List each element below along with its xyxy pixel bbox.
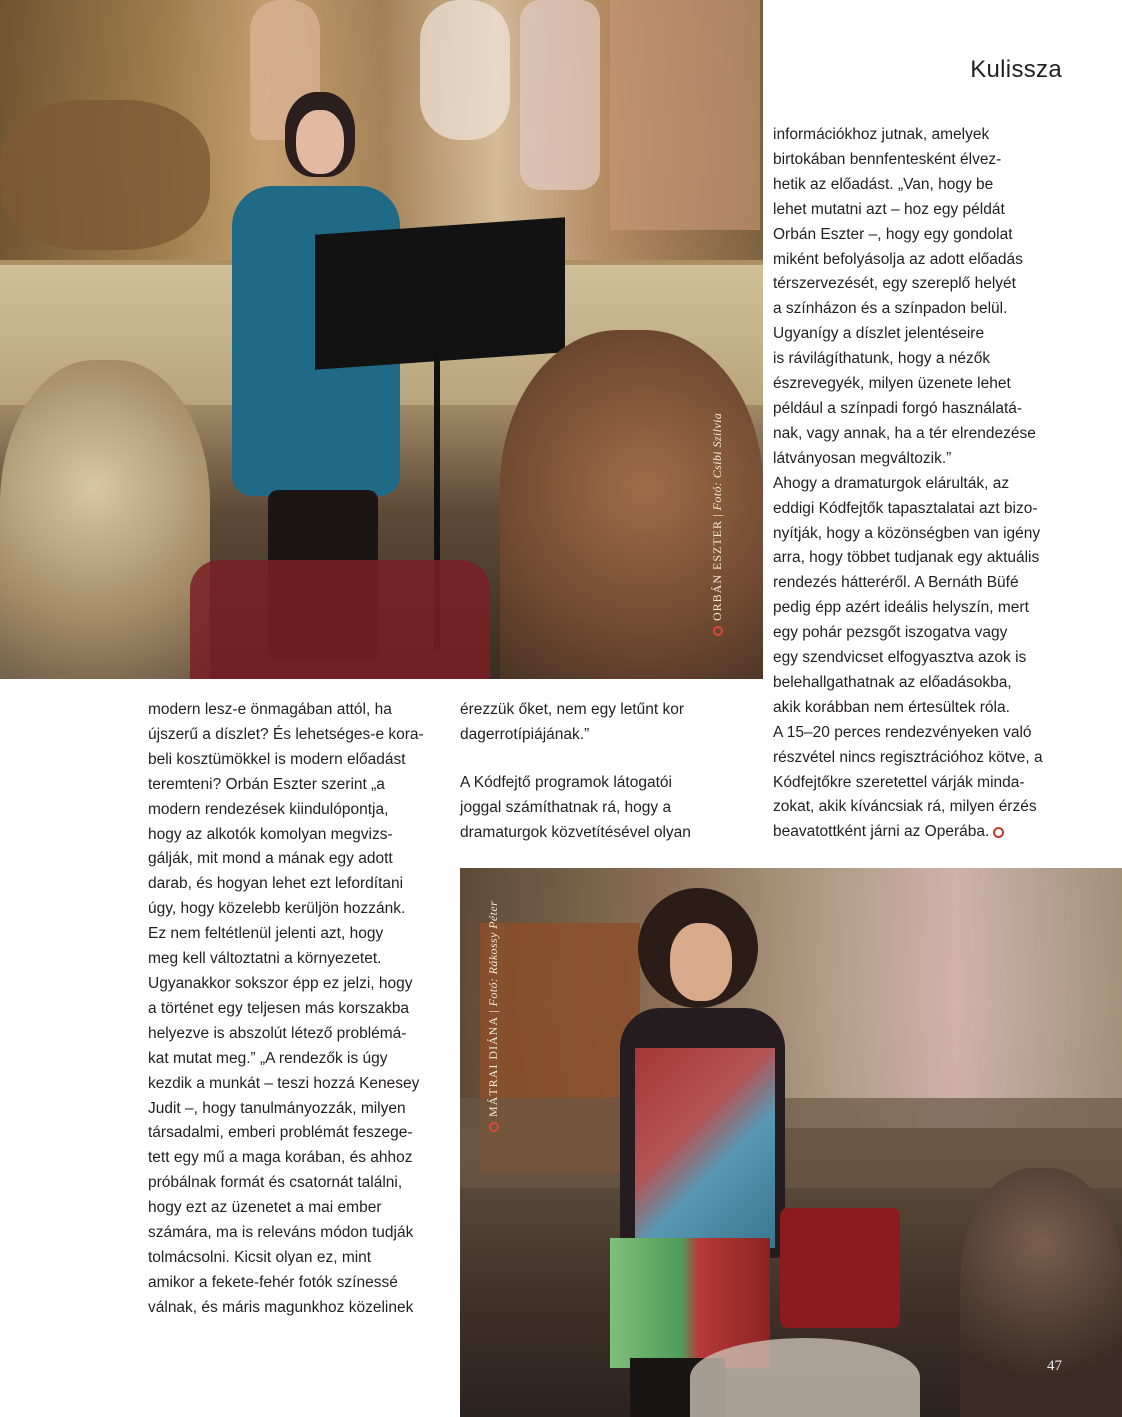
article-column-left bbox=[148, 698, 448, 1321]
paragraph-text: információkhoz jutnak, amelyek birtokában bennfentesként élvez- hetik az előadást. „Van, hogy be lehet mutatni azt – hoz egy példát Orbán Eszter –, hogy egy gondolat miként befolyásolja az adott előadás térszervezését, egy szereplő helyét a színházon és a színpadon belül. Ugyanígy a díszlet jelentéseire is rávilágíthatunk, hogy a nézők észrevegyék, milyen üzenete lehet például a színpadi forgó használatá- nak, vagy annak, ha a tér elrendezése látványosan megváltozik.” Ahogy a dramaturgok elárulták, az eddigi Kódfejtők tapasztalatai azt bizo- nyítják, hogy a közönségben van igény arra, hogy többet tudjanak egy aktuális rendezés hátteréről. A Bernáth Büfé pedig épp azért ideális helyszín, mert egy pohár pezsgőt iszogatva vagy egy szendvicset elfogyasztva azok is belehallgathatnak az előadásokba, akik korábban nem értesültek róla. A 15–20 perces rendezvényeken való részvétel nincs regisztrációhoz kötve, a Kódfejtőkre szeretettel várják minda- zokat, akik kíváncsiak rá, milyen érzés beavatottként járni az Operába. bbox=[773, 126, 1043, 841]
photo-caption-top bbox=[710, 413, 725, 636]
caption-separator: | bbox=[710, 513, 724, 517]
end-mark-icon bbox=[993, 827, 1004, 838]
paragraph: A Kódfejtő programok látogatói joggal számíthatnak rá, hogy a dramaturgok közvetítésével olyan bbox=[460, 773, 691, 841]
caption-credit: Fotó: Csibi Szilvia bbox=[710, 412, 724, 511]
caption-name: MÁTRAI DIÁNA bbox=[486, 1016, 500, 1117]
photo-caption-bottom bbox=[486, 901, 501, 1132]
page-number: 47 bbox=[1047, 1358, 1062, 1374]
caption-separator: | bbox=[486, 1009, 500, 1013]
caption-bullet-icon bbox=[489, 1122, 499, 1132]
paragraph: érezzük őket, nem egy letűnt kor dagerrotípiájának.” bbox=[460, 701, 685, 743]
photo-orban-eszter bbox=[0, 0, 763, 679]
caption-bullet-icon bbox=[713, 626, 723, 636]
article-column-right bbox=[773, 123, 1073, 845]
paragraph bbox=[773, 123, 1073, 845]
article-column-middle bbox=[460, 698, 750, 846]
section-title: Kulissza bbox=[970, 56, 1062, 83]
caption-credit: Fotó: Rákossy Péter bbox=[486, 900, 500, 1007]
caption-name: ORBÁN ESZTER bbox=[710, 519, 724, 621]
photo-matrai-diana bbox=[460, 868, 1122, 1417]
paragraph: modern lesz-e önmagában attól, ha újszerű a díszlet? És lehetséges-e kora- beli kosztümökkel is modern előadást teremteni? Orbán Eszter szerint „a modern rendezések kiindulópontja, hogy az alkotók komolyan megvizs- gálják, mit mond a mának egy adott darab, és hogyan lehet ezt lefordítani úgy, hogy közelebb kerüljön hozzánk. Ez nem feltétlenül jelenti azt, hogy meg kell változtatni a környezetet. Ugyanakkor sokszor épp ez jelzi, hogy a történet egy teljesen más korszakba helyezve is abszolút létező problémá- kat mutat meg.” „A rendezők is úgy kezdik a munkát – teszi hozzá Kenesey Judit –, hogy tanulmányozzák, milyen társadalmi, emberi problémát feszege- tett egy mű a maga korában, és ahhoz próbálnak formát és csatornát találni, hogy ezt az üzenetet a mai ember számára, ma is releváns módon tudják tolmácsolni. Kicsit olyan ez, mint amikor a fekete-fehér fotók színessé válnak, és máris magunkhoz közelinek bbox=[148, 701, 424, 1316]
